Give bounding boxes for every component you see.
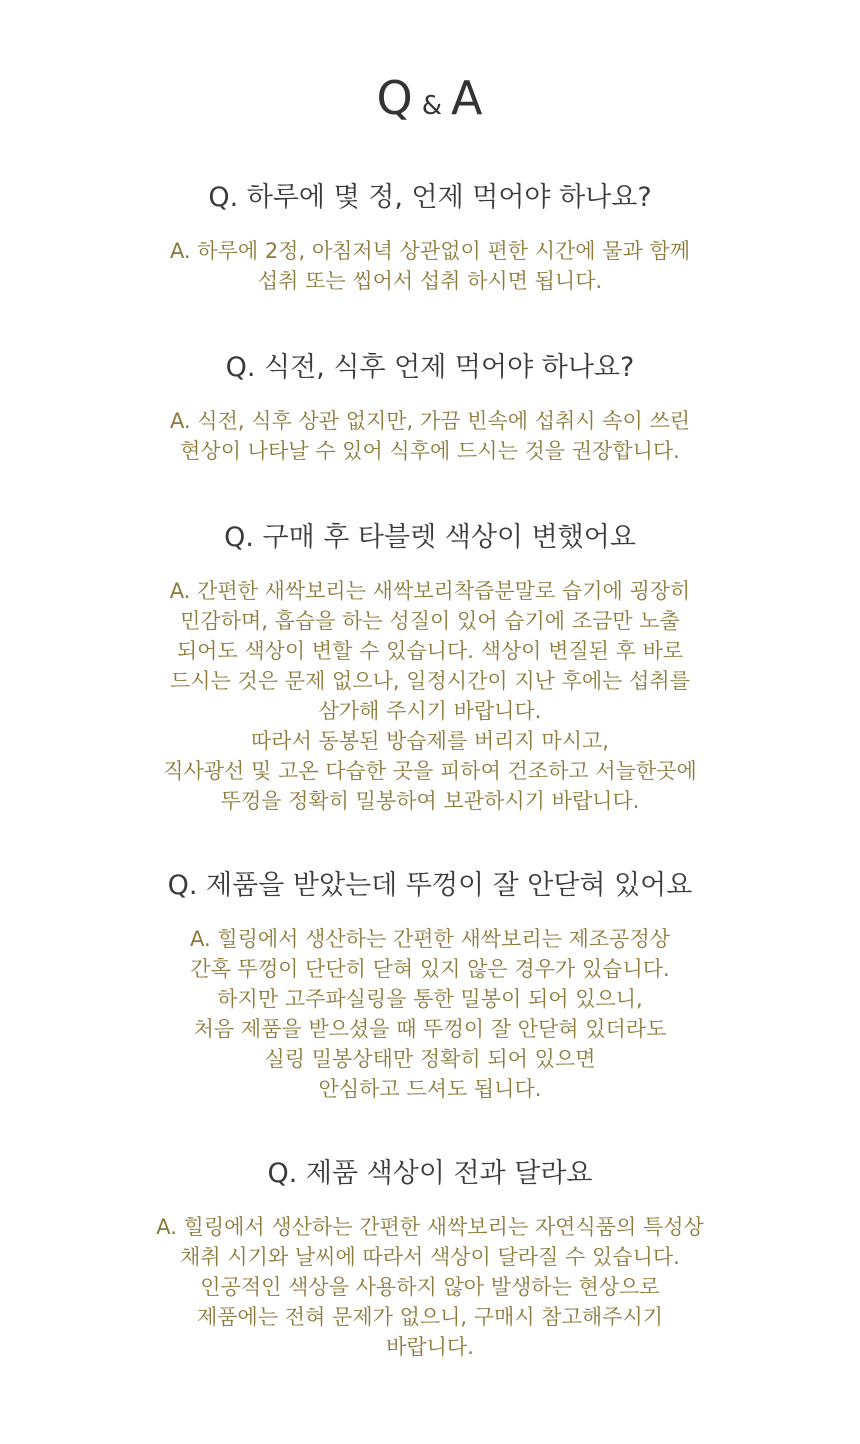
question-3: Q. 구매 후 타블렛 색상이 변했어요: [224, 522, 636, 553]
answer-2-line-2: 현상이 나타날 수 있어 식후에 드시는 것을 권장합니다.: [180, 439, 680, 463]
answer-5-line-3: 인공적인 색상을 사용하지 않아 발생하는 현상으로: [200, 1275, 660, 1299]
qa-item-4: [0, 868, 860, 1104]
title-ampersand: &: [421, 91, 444, 121]
answer-3-line-4: 드시는 것은 문제 없으나, 일정시간이 지난 후에는 섭취를: [170, 669, 690, 693]
answer-3-line-8: 뚜껑을 정확히 밀봉하여 보관하시기 바랍니다.: [220, 789, 640, 813]
answer-4-line-1: A. 힐링에서 생산하는 간편한 새싹보리는 제조공정상: [189, 927, 671, 951]
answer-4: [0, 924, 860, 1104]
answer-1-line-2: 섭취 또는 씹어서 섭취 하시면 됩니다.: [257, 269, 603, 293]
answer-5-line-2: 채취 시기와 날씨에 따라서 색상이 달라질 수 있습니다.: [180, 1245, 680, 1269]
answer-3-line-1: A. 간편한 새싹보리는 새싹보리착즙분말로 습기에 굉장히: [169, 579, 691, 603]
answer-4-line-5: 실링 밀봉상태만 정확히 되어 있으면: [264, 1047, 596, 1071]
answer-2-line-1: A. 식전, 식후 상관 없지만, 가끔 빈속에 섭취시 속이 쓰린: [169, 409, 691, 433]
title-a: A: [451, 71, 484, 125]
question-1: Q. 하루에 몇 정, 언제 먹어야 하나요?: [208, 182, 652, 213]
answer-4-line-4: 처음 제품을 받으셨을 때 뚜껑이 잘 안닫혀 있더라도: [193, 1017, 667, 1041]
qa-item-2: [0, 350, 860, 466]
answer-2: [0, 406, 860, 466]
answer-5-line-1: A. 힐링에서 생산하는 간편한 새싹보리는 자연식품의 특성상: [156, 1215, 704, 1239]
answer-4-line-6: 안심하고 드셔도 됩니다.: [318, 1077, 542, 1101]
qa-item-5: [0, 1156, 860, 1362]
page-title: [0, 70, 860, 134]
answer-3-line-6: 따라서 동봉된 방습제를 버리지 마시고,: [251, 729, 609, 753]
answer-4-line-3: 하지만 고주파실링을 통한 밀봉이 되어 있으니,: [217, 987, 643, 1011]
question-2: Q. 식전, 식후 언제 먹어야 하나요?: [225, 352, 635, 383]
answer-5-line-5: 바랍니다.: [386, 1335, 474, 1359]
qa-item-3: [0, 520, 860, 816]
qa-item-1: [0, 180, 860, 296]
answer-5: [0, 1212, 860, 1362]
title-q: Q: [376, 71, 414, 125]
answer-3-line-3: 되어도 색상이 변할 수 있습니다. 색상이 변질된 후 바로: [176, 639, 684, 663]
answer-4-line-2: 간혹 뚜껑이 단단히 닫혀 있지 않은 경우가 있습니다.: [190, 957, 670, 981]
answer-3: [0, 576, 860, 816]
answer-1: [0, 236, 860, 296]
answer-3-line-7: 직사광선 및 고온 다습한 곳을 피하여 건조하고 서늘한곳에: [163, 759, 697, 783]
answer-1-line-1: A. 하루에 2정, 아침저녁 상관없이 편한 시간에 물과 함께: [169, 239, 691, 263]
answer-5-line-4: 제품에는 전혀 문제가 없으니, 구매시 참고해주시기: [196, 1305, 664, 1329]
question-5: Q. 제품 색상이 전과 달라요: [267, 1158, 593, 1189]
answer-3-line-5: 삼가해 주시기 바랍니다.: [318, 699, 542, 723]
question-4: Q. 제품을 받았는데 뚜껑이 잘 안닫혀 있어요: [167, 870, 693, 901]
answer-3-line-2: 민감하며, 흡습을 하는 성질이 있어 습기에 조금만 노출: [180, 609, 680, 633]
